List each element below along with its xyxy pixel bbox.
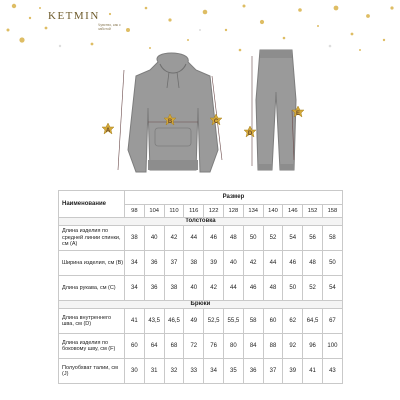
row-label: Длина рукава, см (C) bbox=[59, 276, 125, 301]
table-cell: 49 bbox=[184, 309, 204, 334]
table-cell: 41 bbox=[125, 309, 145, 334]
table-cell: 88 bbox=[263, 334, 283, 359]
table-cell: 50 bbox=[283, 276, 303, 301]
table-cell: 48 bbox=[263, 276, 283, 301]
marker-c: C bbox=[213, 119, 219, 125]
table-cell: 52 bbox=[303, 276, 323, 301]
row-label: Ширина изделия, см (B) bbox=[59, 251, 125, 276]
table-cell: 41 bbox=[303, 359, 323, 384]
table-cell: 44 bbox=[223, 276, 243, 301]
table-row bbox=[59, 251, 343, 276]
table-cell: 60 bbox=[263, 309, 283, 334]
table-cell: 76 bbox=[204, 334, 224, 359]
section-title-pants: Брюки bbox=[59, 301, 343, 309]
table-cell: 42 bbox=[243, 251, 263, 276]
table-cell: 54 bbox=[322, 276, 342, 301]
table-cell: 40 bbox=[184, 276, 204, 301]
table-cell: 34 bbox=[125, 276, 145, 301]
table-cell: 58 bbox=[243, 309, 263, 334]
table-cell: 48 bbox=[223, 226, 243, 251]
table-cell: 62 bbox=[283, 309, 303, 334]
table-row bbox=[59, 359, 343, 384]
row-label: Длина внутреннего шва, см (D) bbox=[59, 309, 125, 334]
table-cell: 60 bbox=[125, 334, 145, 359]
table-cell: 72 bbox=[184, 334, 204, 359]
table-cell: 68 bbox=[164, 334, 184, 359]
table-row bbox=[59, 276, 343, 301]
brand-name: KETMIN bbox=[48, 10, 100, 22]
table-cell: 46 bbox=[243, 276, 263, 301]
marker-a: A bbox=[105, 128, 111, 134]
table-cell: 50 bbox=[243, 226, 263, 251]
marker-b: B bbox=[167, 119, 173, 125]
table-cell: 42 bbox=[164, 226, 184, 251]
table-row bbox=[59, 226, 343, 251]
table-cell: 55,5 bbox=[223, 309, 243, 334]
table-cell: 54 bbox=[283, 226, 303, 251]
table-cell: 30 bbox=[125, 359, 145, 384]
table-cell: 96 bbox=[303, 334, 323, 359]
table-cell: 39 bbox=[204, 251, 224, 276]
table-cell: 38 bbox=[164, 276, 184, 301]
size-152: 152 bbox=[303, 205, 323, 218]
table-cell: 44 bbox=[184, 226, 204, 251]
table-row bbox=[59, 309, 343, 334]
table-cell: 67 bbox=[322, 309, 342, 334]
row-label: Длина изделия по боковому шву, см (F) bbox=[59, 334, 125, 359]
garment-illustrations bbox=[0, 30, 400, 190]
size-140: 140 bbox=[263, 205, 283, 218]
table-cell: 39 bbox=[283, 359, 303, 384]
table-cell: 43 bbox=[322, 359, 342, 384]
table-cell: 50 bbox=[322, 251, 342, 276]
brand-tagline: Чувство, как с заботой bbox=[98, 23, 121, 31]
table-cell: 35 bbox=[223, 359, 243, 384]
table-cell: 58 bbox=[322, 226, 342, 251]
size-header: Размер bbox=[125, 191, 343, 205]
size-104: 104 bbox=[144, 205, 164, 218]
size-110: 110 bbox=[164, 205, 184, 218]
table-cell: 37 bbox=[263, 359, 283, 384]
table-cell: 56 bbox=[303, 226, 323, 251]
table-cell: 34 bbox=[125, 251, 145, 276]
table-cell: 100 bbox=[322, 334, 342, 359]
table-cell: 40 bbox=[223, 251, 243, 276]
hoodie-illustration bbox=[128, 53, 218, 172]
section-title-hoodie: Толстовка bbox=[59, 218, 343, 226]
table-cell: 33 bbox=[184, 359, 204, 384]
marker-d: D bbox=[247, 131, 253, 137]
table-cell: 92 bbox=[283, 334, 303, 359]
size-128: 128 bbox=[223, 205, 243, 218]
brand-logo bbox=[48, 10, 168, 31]
table-cell: 32 bbox=[164, 359, 184, 384]
table-cell: 44 bbox=[263, 251, 283, 276]
table-cell: 31 bbox=[144, 359, 164, 384]
table-cell: 36 bbox=[243, 359, 263, 384]
table-cell: 52 bbox=[263, 226, 283, 251]
table-row bbox=[59, 334, 343, 359]
marker-e: E bbox=[295, 111, 301, 117]
table-cell: 38 bbox=[184, 251, 204, 276]
table-cell: 43,5 bbox=[144, 309, 164, 334]
table-cell: 38 bbox=[125, 226, 145, 251]
table-cell: 46 bbox=[204, 226, 224, 251]
name-header: Наименование bbox=[59, 191, 125, 218]
table-cell: 84 bbox=[243, 334, 263, 359]
size-146: 146 bbox=[283, 205, 303, 218]
row-label: Полуобхват талии, см (J) bbox=[59, 359, 125, 384]
table-cell: 64,5 bbox=[303, 309, 323, 334]
size-116: 116 bbox=[184, 205, 204, 218]
table-cell: 52,5 bbox=[204, 309, 224, 334]
table-cell: 36 bbox=[144, 276, 164, 301]
table-cell: 42 bbox=[204, 276, 224, 301]
table-cell: 64 bbox=[144, 334, 164, 359]
table-cell: 34 bbox=[204, 359, 224, 384]
size-158: 158 bbox=[322, 205, 342, 218]
size-chart-table bbox=[58, 190, 343, 384]
table-cell: 46 bbox=[283, 251, 303, 276]
size-98: 98 bbox=[125, 205, 145, 218]
row-label: Длина изделия по средней линии спинки, см (A) bbox=[59, 226, 125, 251]
table-cell: 40 bbox=[144, 226, 164, 251]
table-cell: 36 bbox=[144, 251, 164, 276]
pants-illustration bbox=[256, 50, 296, 170]
table-cell: 80 bbox=[223, 334, 243, 359]
table-cell: 37 bbox=[164, 251, 184, 276]
table-cell: 48 bbox=[303, 251, 323, 276]
size-134: 134 bbox=[243, 205, 263, 218]
size-122: 122 bbox=[204, 205, 224, 218]
table-cell: 46,5 bbox=[164, 309, 184, 334]
